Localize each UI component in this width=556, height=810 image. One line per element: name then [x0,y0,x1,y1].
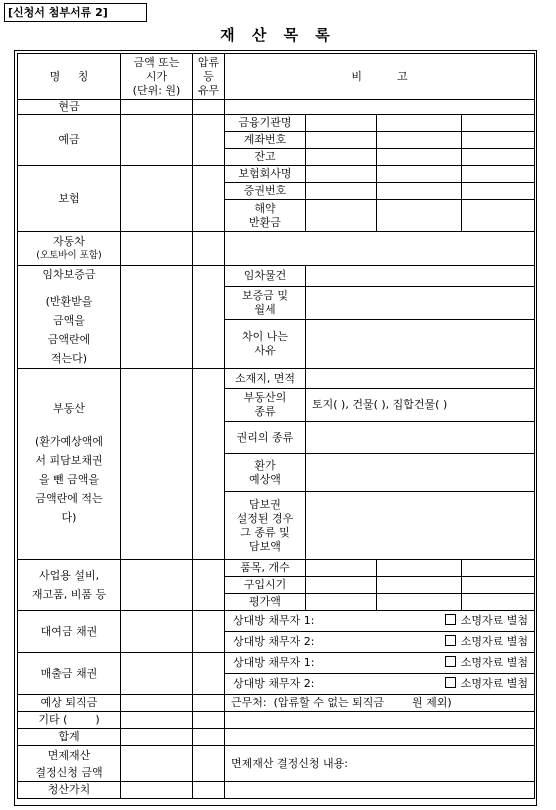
other-amount[interactable] [121,712,193,729]
realestate-seizure[interactable] [193,369,225,560]
label-biz-item: 품목, 개수 [225,560,306,577]
car-seizure[interactable] [193,232,225,266]
label-sales-claim: 매출금 채권 [18,653,121,695]
liquidation-remarks[interactable] [225,782,535,799]
ins-refund-2[interactable] [377,200,462,232]
label-lease [18,266,121,369]
re-location-value[interactable] [306,369,535,389]
loan-evidence-1-label: 소명자료 별첨 [460,614,529,627]
other-remarks[interactable] [225,712,535,729]
ins-policy-1[interactable] [306,183,377,200]
ins-company-2[interactable] [377,166,462,183]
lease-title: 임차보증금 [42,268,96,281]
biz-item-2[interactable] [377,560,462,577]
sales-amount[interactable] [121,653,193,695]
label-deposit-balance: 잔고 [225,149,306,166]
loan-debtor-1[interactable] [225,611,535,632]
retirement-amount[interactable] [121,695,193,712]
label-car [18,232,121,266]
ins-policy-3[interactable] [462,183,535,200]
ins-company-3[interactable] [462,166,535,183]
sales-debtor-1-label: 상대방 채무자 1: [233,656,315,669]
biz-value-1[interactable] [306,594,377,611]
exempt-remarks[interactable]: 면제재산 결정신청 내용: [225,746,535,782]
label-insurance: 보험 [18,166,121,232]
loan-debtor-2[interactable] [225,632,535,653]
loan-debtor-1-label: 상대방 채무자 1: [233,614,315,627]
row-sales-1 [18,653,535,674]
header-row [18,54,535,100]
biz-item-3[interactable] [462,560,535,577]
re-expected-value[interactable] [306,454,535,492]
label-re-expected: 환가 예상액 [225,454,306,492]
lease-rent-value[interactable] [306,286,535,319]
label-other: 기타 ( ) [18,712,121,729]
loan-debtor-2-label: 상대방 채무자 2: [233,635,315,648]
lease-diff-value[interactable] [306,319,535,368]
label-re-rights: 권리의 종류 [225,422,306,454]
liquidation-amount[interactable] [121,782,193,799]
deposit-account-1[interactable] [306,132,377,149]
loan-evidence-1-checkbox[interactable] [445,614,456,625]
label-liquidation: 청산가치 [18,782,121,799]
col-remarks-header: 비 고 [225,54,535,100]
deposit-balance-3[interactable] [462,149,535,166]
row-exempt [18,746,535,782]
insurance-seizure[interactable] [193,166,225,232]
label-ins-policy: 증권번호 [225,183,306,200]
retirement-remarks[interactable]: 근무처: (압류할 수 없는 퇴직금 원 제외) [225,695,535,712]
re-type-value[interactable]: 토지( ), 건물( ), 집합건물( ) [306,389,535,422]
deposit-balance-2[interactable] [377,149,462,166]
label-lease-diff: 차이 나는 사유 [225,319,306,368]
label-deposit-bank: 금융기관명 [225,115,306,132]
car-amount[interactable] [121,232,193,266]
sales-evidence-1-checkbox[interactable] [445,656,456,667]
car-remarks[interactable] [225,232,535,266]
label-realestate [18,369,121,560]
row-lease-1 [18,266,535,287]
asset-table [17,53,535,799]
biz-item-1[interactable] [306,560,377,577]
label-exempt: 면제재산 결정신청 금액 [18,746,121,782]
total-remarks[interactable] [225,729,535,746]
row-cash [18,100,535,115]
page-title: 재 산 목 록 [220,26,336,44]
label-loan-claim: 대여금 채권 [18,611,121,653]
business-amount[interactable] [121,560,193,611]
other-seizure[interactable] [193,712,225,729]
insurance-amount[interactable] [121,166,193,232]
lease-amount[interactable] [121,266,193,369]
sales-debtor-2[interactable] [225,674,535,695]
col-name-header: 명 칭 [18,54,121,100]
row-loan-1 [18,611,535,632]
label-ins-company: 보험회사명 [225,166,306,183]
deposit-bank-2[interactable] [377,115,462,132]
sales-seizure[interactable] [193,653,225,695]
col-seizure-header: 압류 등 유무 [193,54,225,100]
biz-purchase-1[interactable] [306,577,377,594]
biz-purchase-3[interactable] [462,577,535,594]
deposit-bank-3[interactable] [462,115,535,132]
cash-amount[interactable] [121,100,193,115]
total-seizure[interactable] [193,729,225,746]
car-title: 자동차 [53,234,85,248]
label-deposit: 예금 [18,115,121,166]
label-deposit-account: 계좌번호 [225,132,306,149]
liquidation-seizure[interactable] [193,782,225,799]
realestate-note: (환가예상액에 서 피담보채권 을 뺀 금액을 금액란에 적는 다) [34,434,104,524]
sales-evidence-1-label: 소명자료 별첨 [460,656,529,669]
row-deposit-1 [18,115,535,132]
label-re-location: 소재지, 면적 [225,369,306,389]
label-re-secured: 담보권 설정된 경우 그 종류 및 담보액 [225,492,306,560]
sales-debtor-1[interactable] [225,653,535,674]
lease-seizure[interactable] [193,266,225,369]
lease-note: (반환받을 금액을 금액란에 적는다) [45,295,93,365]
label-lease-property: 임차물건 [225,266,306,287]
lease-property-value[interactable] [306,266,535,287]
attachment-tag: [신청서 첨부서류 2] [4,3,147,22]
deposit-bank-1[interactable] [306,115,377,132]
biz-value-2[interactable] [377,594,462,611]
car-note: (오토바이 포함) [36,249,102,261]
label-biz-value: 평가액 [225,594,306,611]
ins-refund-1[interactable] [306,200,377,232]
row-realestate-1 [18,369,535,389]
deposit-account-2[interactable] [377,132,462,149]
label-biz-purchase: 구입시기 [225,577,306,594]
ins-policy-2[interactable] [377,183,462,200]
biz-purchase-2[interactable] [377,577,462,594]
deposit-seizure[interactable] [193,115,225,166]
label-cash: 현금 [18,100,121,115]
re-rights-value[interactable] [306,422,535,454]
ins-company-1[interactable] [306,166,377,183]
exempt-seizure[interactable] [193,746,225,782]
sales-evidence-2-label: 소명자료 별첨 [460,677,529,690]
sales-evidence-2-checkbox[interactable] [445,677,456,688]
label-business: 사업용 설비, 재고품, 비품 등 [18,560,121,611]
ins-refund-3[interactable] [462,200,535,232]
cash-remarks[interactable] [225,100,535,115]
deposit-amount[interactable] [121,115,193,166]
cash-seizure[interactable] [193,100,225,115]
row-business-1 [18,560,535,577]
loan-seizure[interactable] [193,611,225,653]
row-liquidation [18,782,535,799]
exempt-amount[interactable] [121,746,193,782]
deposit-account-3[interactable] [462,132,535,149]
loan-evidence-2-checkbox[interactable] [445,635,456,646]
label-re-type: 부동산의 종류 [225,389,306,422]
biz-value-3[interactable] [462,594,535,611]
realestate-amount[interactable] [121,369,193,560]
label-retirement: 예상 퇴직금 [18,695,121,712]
label-ins-refund: 해약 반환금 [225,200,306,232]
label-total: 합계 [18,729,121,746]
deposit-balance-1[interactable] [306,149,377,166]
row-retirement [18,695,535,712]
retirement-seizure[interactable] [193,695,225,712]
loan-evidence-2-label: 소명자료 별첨 [460,635,529,648]
col-amount-header: 금액 또는 시가 (단위: 원) [121,54,193,100]
row-other [18,712,535,729]
loan-amount[interactable] [121,611,193,653]
row-insurance-1 [18,166,535,183]
re-secured-value[interactable] [306,492,535,560]
sales-debtor-2-label: 상대방 채무자 2: [233,677,315,690]
row-total [18,729,535,746]
row-car [18,232,535,266]
total-amount[interactable] [121,729,193,746]
realestate-title: 부동산 [53,401,85,415]
label-lease-rent: 보증금 및 월세 [225,286,306,319]
business-seizure[interactable] [193,560,225,611]
